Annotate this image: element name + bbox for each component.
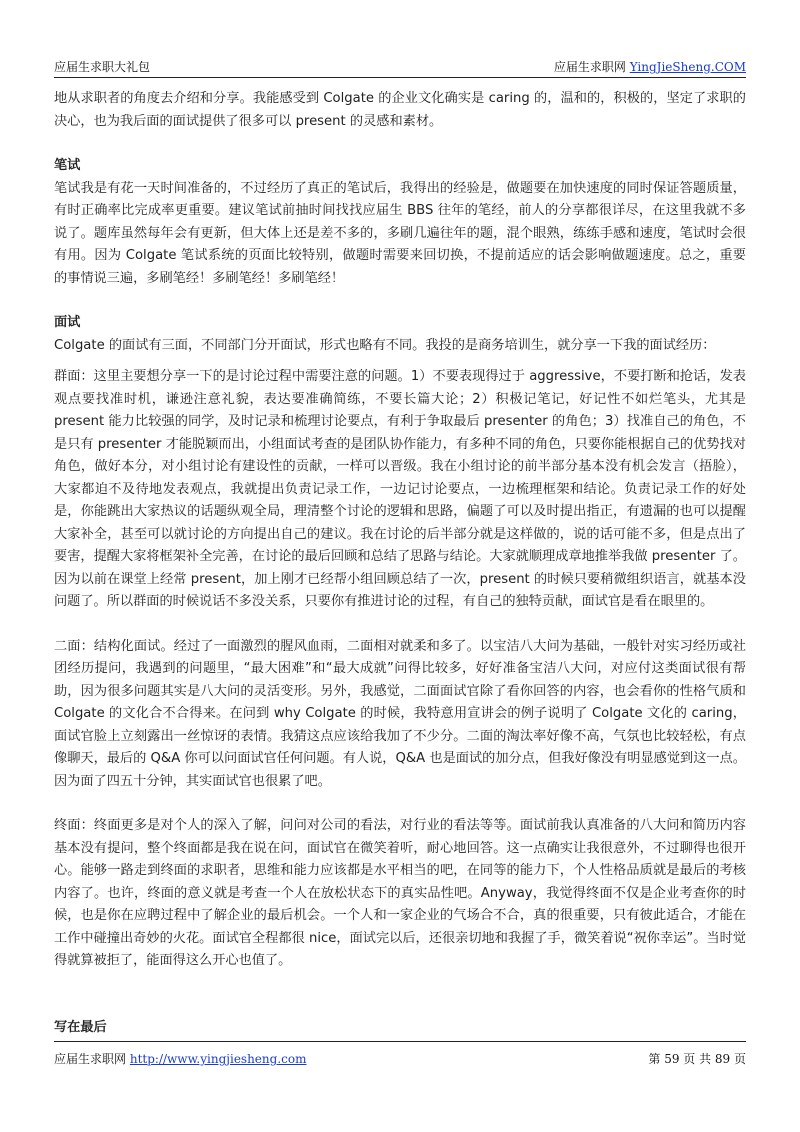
- interview-intro: Colgate 的面试有三面，不同部门分开面试，形式也略有不同。我投的是商务培训生，就分享一下我的面试经历：: [54, 337, 716, 353]
- header-site-link[interactable]: YingJieSheng.COM: [629, 60, 746, 74]
- footer-site: [54, 1050, 306, 1067]
- group-interview-paragraph: 群面：这里主要想分享一下的是讨论过程中需要注意的问题。1）不要表现得过于 aggressive，不要打断和抢话，发表观点要找准时机，谦逊注意礼貌，表达要准确简练，不要长篇大论；2）积极记笔记，好记性不如烂笔头，尤其是 present 能力比较强的同学，及时记录和梳理讨论要点，有利于争取最后 presenter 的角色；3）找准自己的角色，不是只有 presenter 才能脱颖而出，小组面试考查的是团队协作能力，有多种不同的角色，只要你能根据自己的优势找对角色，做好本分，对小组讨论有建设性的贡献，一样可以晋级。我在小组讨论的前半部分基本没有机会发言（捂脸），大家都迫不及待地发表观点，我就提出负责记录工作，一边记讨论要点，一边梳理框架和结论。负责记录工作的好处是，你能跳出大家热议的话题纵观全局，理清整个讨论的逻辑和思路，偏题了可以及时提出指正，有遗漏的也可以提醒大家补全，甚至可以就讨论的方向提出自己的建议。我在讨论的后半部分就是这样做的，说的话可能不多，但是点出了要害，提醒大家将框架补全完善，在讨论的最后回顾和总结了思路与结论。大家就顺理成章地推举我做 presenter 了。因为以前在课堂上经常 present，加上刚才已经帮小组回顾总结了一次，present 的时候只要稍微组织语言，就基本没问题了。所以群面的时候说话不多没关系，只要你有推进讨论的过程，有自己的独特贡献，面试官是看在眼里的。: [54, 369, 746, 609]
- closing-heading: 写在最后: [54, 1019, 107, 1035]
- page-footer: [54, 1048, 746, 1068]
- interview-heading: 面试: [54, 315, 81, 330]
- final-interview-paragraph: 终面：终面更多是对个人的深入了解，问问对公司的看法，对行业的看法等等。面试前我认真准备的八大问和简历内容基本没有提问，整个终面都是我在说在问，面试官在微笑着听，耐心地回答。这一点确实让我很意外，不过聊得也很开心。能够一路走到终面的求职者，思维和能力应该都是水平相当的吧，在同等的能力下，个人性格品质就是最后的考核内容了。也许，终面的意义就是考查一个人在放松状态下的真实品性吧。Anyway，我觉得终面不仅是企业考查你的时候，也是你在应聘过程中了解企业的最后机会。一个人和一家企业的气场合不合，真的很重要，只有彼此适合，才能在工作中碰撞出奇妙的火花。面试官全程都很 nice，面试完以后，还很亲切地和我握了手，微笑着说“祝你幸运”。当时觉得就算被拒了，能面得这么开心也值了。: [54, 818, 746, 968]
- written-test-paragraph: 笔试我是有花一天时间准备的，不过经历了真正的笔试后，我得出的经验是，做题要在加快速度的同时保证答题质量，有时正确率比完成率更重要。建议笔试前抽时间找找应届生 BBS 往年的笔经，前人的分享都很详尽，在这里我就不多说了。题库虽然每年会有更新，但大体上还是差不多的，多刷几遍往年的题，混个眼熟，练练手感和速度，笔试时会很有用。因为 Colgate 笔试系统的页面比较特别，做题时需要来回切换，不提前适应的话会影响做题速度。总之，重要的事情说三遍，多刷笔经！多刷笔经！多刷笔经！: [54, 180, 746, 286]
- header-site: [554, 58, 746, 75]
- intro-paragraph: 地从求职者的角度去介绍和分享。我能感受到 Colgate 的企业文化确实是 caring 的，温和的，积极的，坚定了求职的决心，也为我后面的面试提供了很多可以 present 的灵感和素材。: [54, 91, 746, 129]
- footer-site-link[interactable]: http://www.yingjiesheng.com: [129, 1052, 307, 1066]
- header-site-name: 应届生求职网: [553, 60, 626, 74]
- page-header: [54, 55, 746, 77]
- header-divider: [54, 77, 746, 78]
- second-interview-paragraph: 二面：结构化面试。经过了一面激烈的腥风血雨，二面相对就柔和多了。以宝洁八大问为基础，一般针对实习经历或社团经历提问，我遇到的问题里，“最大困难”和“最大成就”问得比较多，好好准备宝洁八大问，对应付这类面试很有帮助，因为很多问题其实是八大问的灵活变形。另外，我感觉，二面面试官除了看你回答的内容，也会看你的性格气质和 Colgate 的文化合不合得来。在问到 why Colgate 的时候，我特意用宣讲会的例子说明了 Colgate 文化的 caring，面试官脸上立刻露出一丝惊讶的表情。我猜这点应该给我加了不少分。二面的淘汰率好像不高，气氛也比较轻松，有点像聊天，最后的 Q&A 你可以问面试官任何问题。有人说，Q&A 也是面试的加分点，但我好像没有明显感觉到这一点。因为面了四五十分钟，其实面试官也很累了吧。: [54, 638, 746, 789]
- footer-site-name: 应届生求职网: [54, 1052, 127, 1066]
- footer-divider: [54, 1041, 746, 1042]
- document-body: [54, 88, 746, 1039]
- header-title: 应届生求职大礼包: [54, 60, 151, 74]
- written-test-heading: 笔试: [54, 158, 81, 173]
- page-number: 第 59 页 共 89 页: [648, 1052, 746, 1066]
